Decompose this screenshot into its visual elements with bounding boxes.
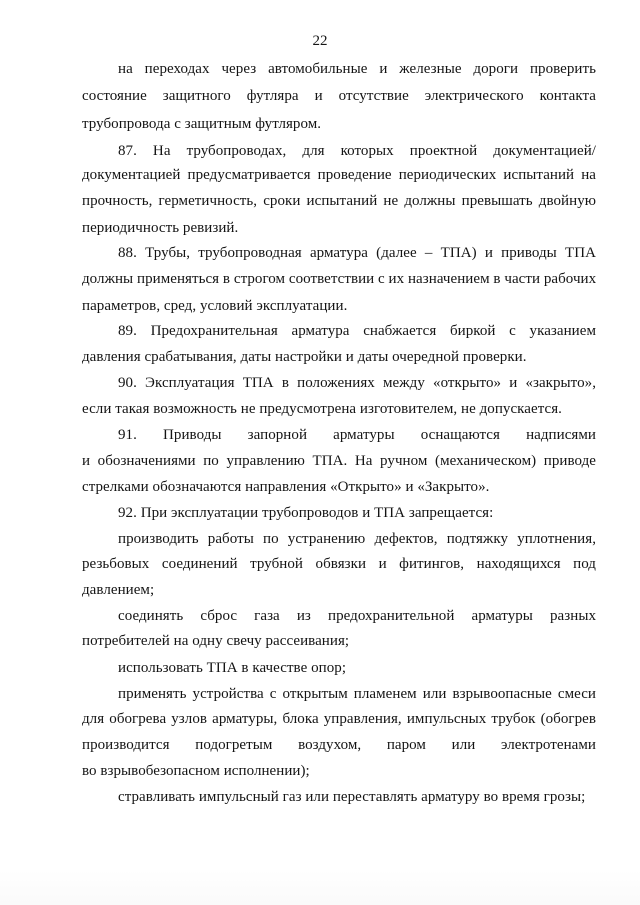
text-line: давлением; bbox=[82, 582, 155, 598]
page-number: 22 bbox=[312, 33, 328, 49]
text-line: и обозначениями по управлению ТПА. На ручном (механическом) приводе bbox=[82, 453, 596, 469]
text-line: 89. Предохранительная арматура снабжается биркой с указанием bbox=[118, 323, 596, 339]
text-line: параметров, сред, условий эксплуатации. bbox=[82, 298, 348, 314]
text-line: прочность, герметичность, сроки испытаний не должны превышать двойную bbox=[82, 193, 596, 209]
text-line: давления срабатывания, даты настройки и даты очередной проверки. bbox=[82, 349, 527, 365]
text-line: периодичность ревизий. bbox=[82, 220, 239, 236]
text-line: использовать ТПА в качестве опор; bbox=[118, 660, 347, 676]
text-line: соединять сброс газа из предохранительной арматуры разных bbox=[118, 608, 596, 624]
text-line: на переходах через автомобильные и железные дороги проверить bbox=[118, 61, 596, 77]
text-line: для обогрева узлов арматуры, блока управления, импульсных трубок (обогрев bbox=[82, 711, 596, 727]
text-line: применять устройства с открытым пламенем или взрывоопасные смеси bbox=[118, 686, 596, 702]
text-line: производится подогретым воздухом, паром или электротенами bbox=[82, 737, 596, 753]
page-bottom-edge bbox=[0, 870, 640, 905]
text-line: 90. Эксплуатация ТПА в положениях между «открыто» и «закрыто», bbox=[118, 375, 596, 391]
text-line: производить работы по устранению дефектов, подтяжку уплотнения, bbox=[118, 531, 596, 547]
text-line: 92. При эксплуатации трубопроводов и ТПА запрещается: bbox=[118, 505, 494, 521]
text-line: потребителей на одну свечу рассеивания; bbox=[82, 633, 350, 649]
text-line: стрелками обозначаются направления «Открыто» и «Закрыто». bbox=[82, 479, 490, 495]
text-line: во взрывобезопасном исполнении); bbox=[82, 763, 310, 779]
text-line: резьбовых соединений трубной обвязки и фитингов, находящихся под bbox=[82, 556, 596, 572]
text-line: документацией предусматривается проведение периодических испытаний на bbox=[82, 167, 596, 183]
text-line: состояние защитного футляра и отсутствие электрического контакта bbox=[82, 88, 596, 104]
text-line: стравливать импульсный газ или переставлять арматуру во время грозы; bbox=[118, 789, 586, 805]
text-line: трубопровода с защитным футляром. bbox=[82, 116, 322, 132]
text-line: если такая возможность не предусмотрена изготовителем, не допускается. bbox=[82, 401, 562, 417]
text-line: должны применяться в строгом соответствии с их назначением в части рабочих bbox=[82, 271, 597, 287]
text-line: 91. Приводы запорной арматуры оснащаются надписями bbox=[118, 427, 596, 443]
text-line: 88. Трубы, трубопроводная арматура (далее – ТПА) и приводы ТПА bbox=[118, 245, 596, 261]
text-line: 87. На трубопроводах, для которых проектной документацией/ bbox=[118, 143, 596, 159]
